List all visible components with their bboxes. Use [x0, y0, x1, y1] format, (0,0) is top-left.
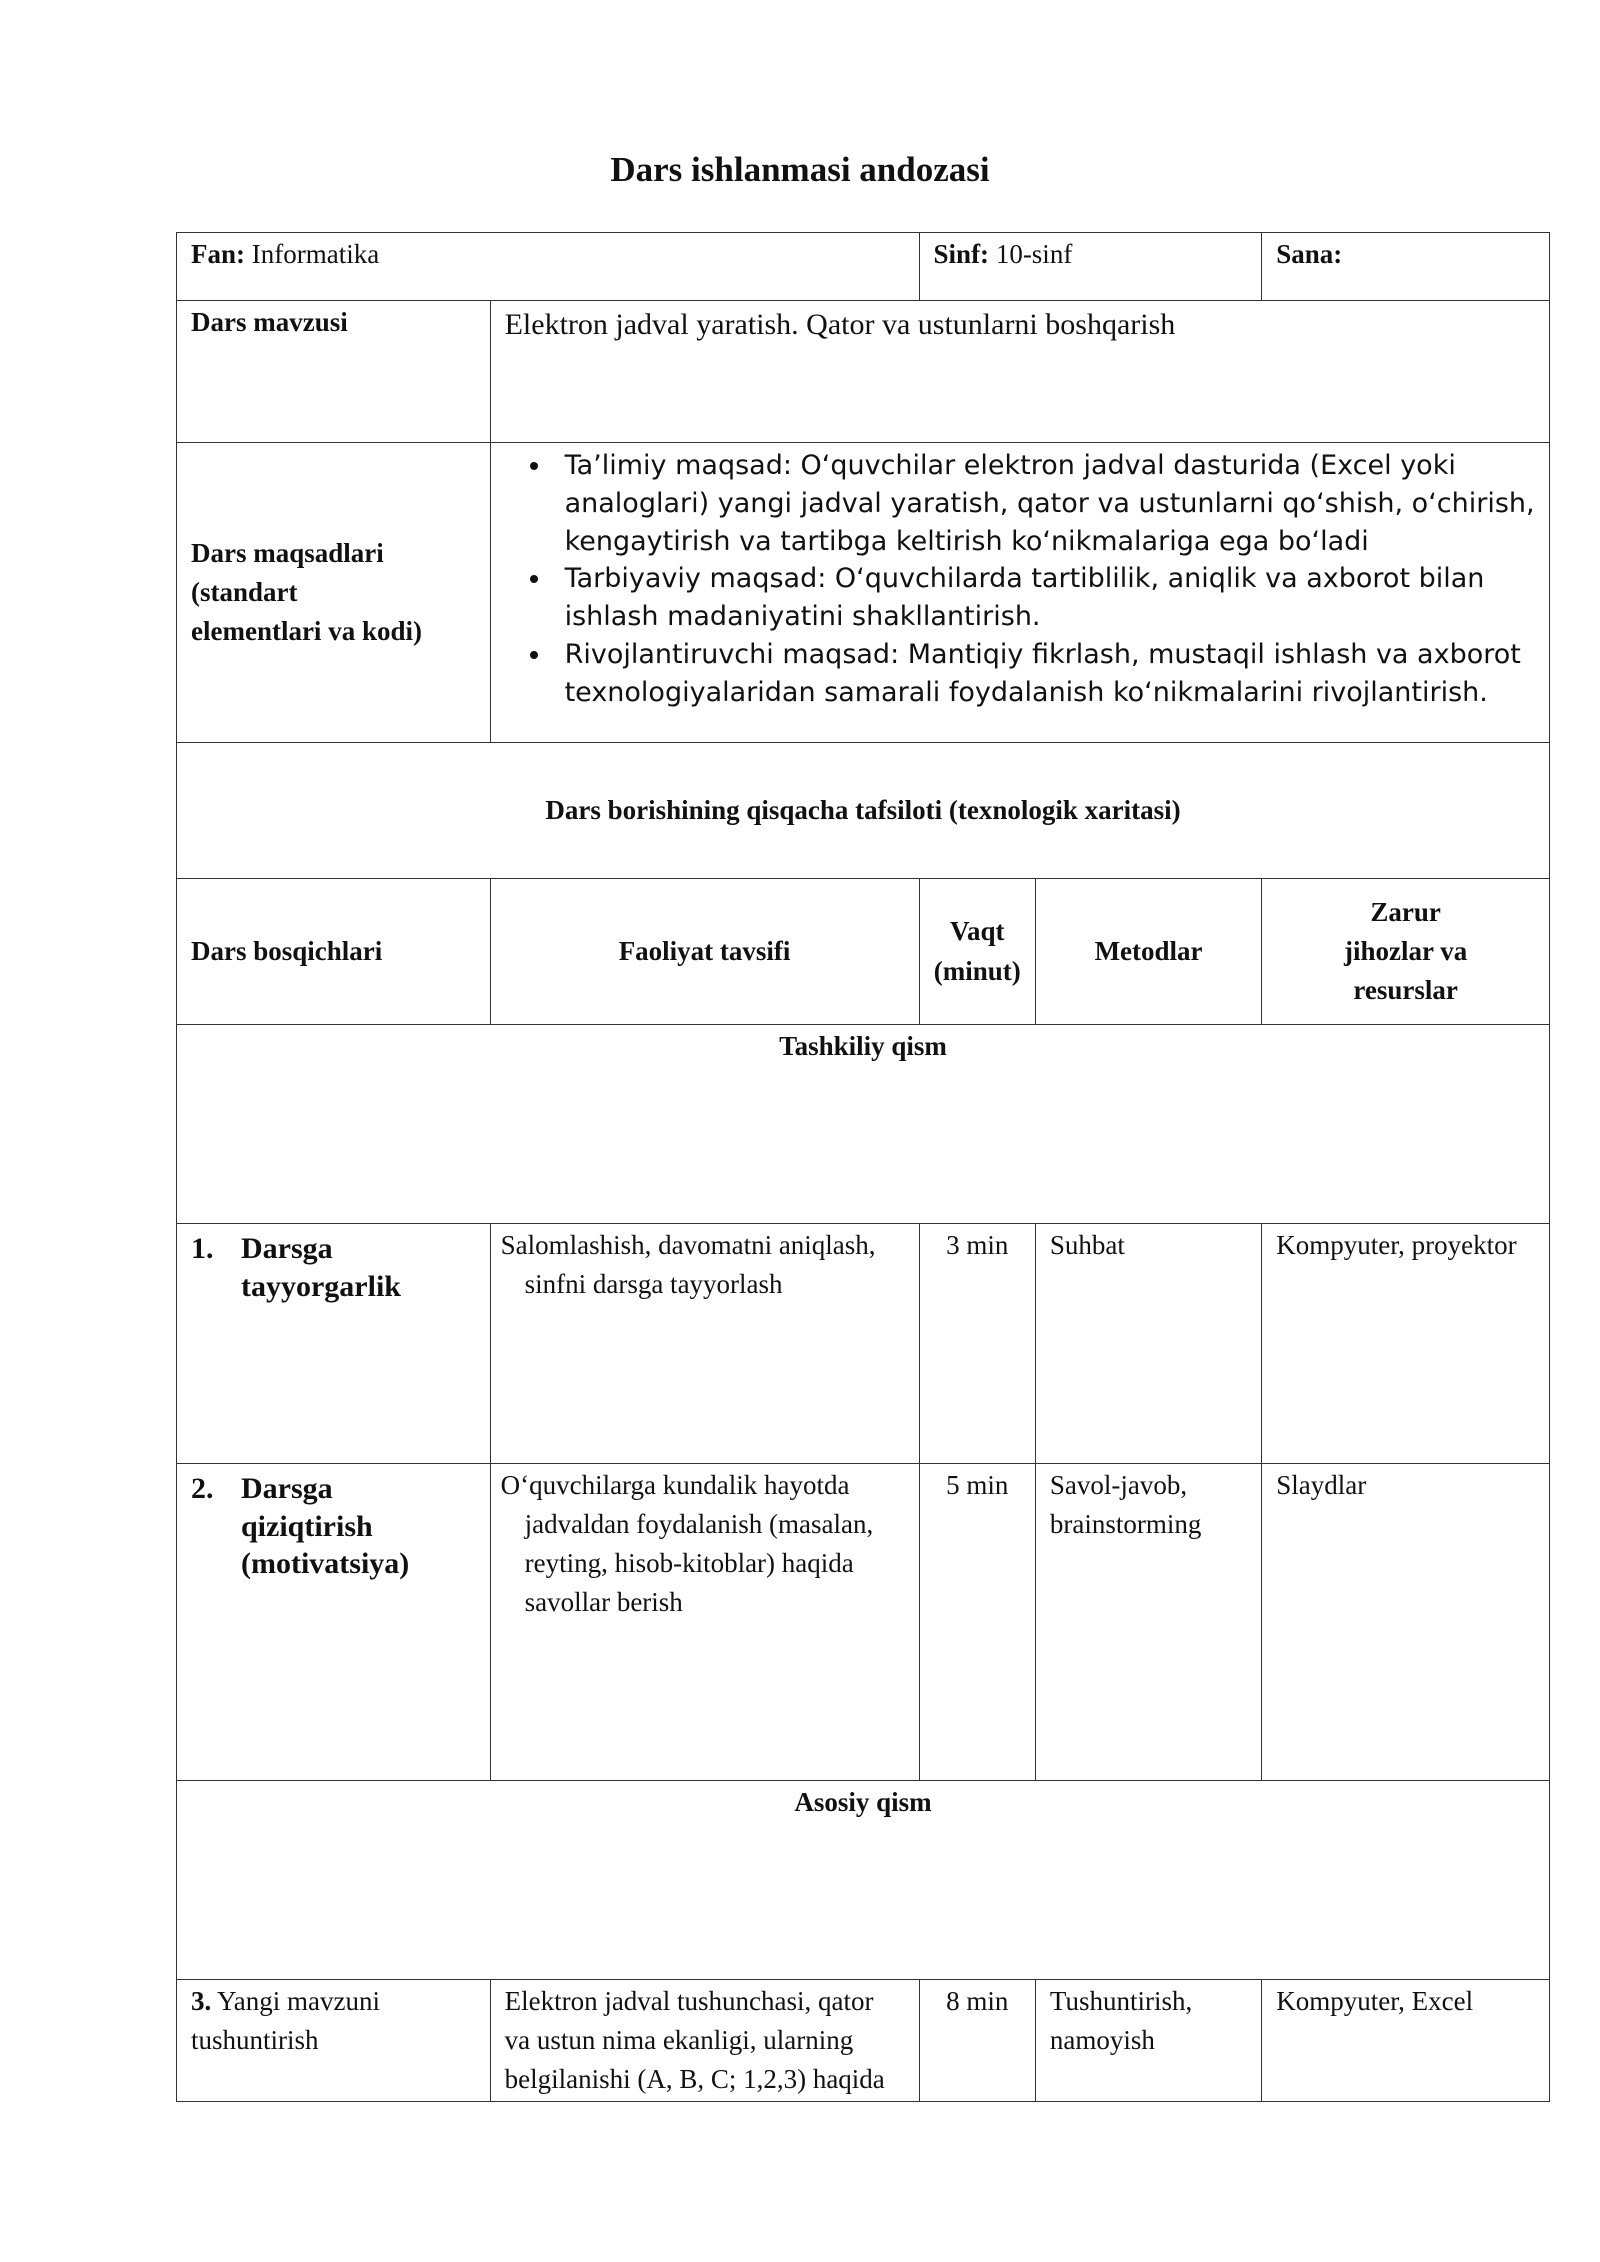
activity-cell: Salomlashish, davomatni aniqlash, sinfni darsga tayyorlash — [490, 1224, 919, 1464]
grade-label: Sinf: — [933, 239, 990, 269]
section-main-heading: Asosiy qism — [177, 1781, 1550, 1980]
stage-cell: 2. Darsga qiziqtirish (motivatsiya) — [177, 1464, 491, 1781]
header-row — [177, 233, 1550, 301]
stage-label: Yangi mavzuni tushuntirish — [191, 1986, 381, 2056]
stage-number: 1. — [191, 1232, 214, 1265]
col-header-time: Vaqt (minut) — [919, 879, 1035, 1025]
stage-cell — [177, 1980, 491, 2102]
stage-cell: 1. Darsga tayyorgarlik — [177, 1224, 491, 1464]
subject-label: Fan: — [191, 239, 245, 269]
resources-cell: Slaydlar — [1262, 1464, 1550, 1781]
subject-value: Informatika — [251, 239, 380, 269]
column-headers-row — [177, 879, 1550, 1025]
time-cell: 8 min — [919, 1980, 1035, 2102]
time-cell: 3 min — [919, 1224, 1035, 1464]
col-header-methods: Metodlar — [1035, 879, 1261, 1025]
table-row — [177, 1980, 1550, 2102]
method-cell: Suhbat — [1035, 1224, 1261, 1464]
stage-number: 2. — [191, 1472, 214, 1505]
document-title: Dars ishlanmasi andozasi — [610, 150, 990, 189]
section-org-row — [177, 1025, 1550, 1224]
goal-item: • Ta’limiy maqsad: O‘quvchilar elektron jadval dasturida (Excel yoki analoglari) yangi jadval yaratish, qator va ustunlarni qo‘shish, o‘chirish, kengaytirish va tartibga keltirish ko‘nikmalariga ega bo‘ladi — [553, 447, 1535, 560]
activity-cell: Elektron jadval tushunchasi, qator va ustun nima ekanligi, ularning belgilanishi (A, B, C; 1,2,3) haqida — [490, 1980, 919, 2102]
col-header-activity: Faoliyat tavsifi — [490, 879, 919, 1025]
table-row — [177, 1224, 1550, 1464]
table-row — [177, 1464, 1550, 1781]
resources-cell: Kompyuter, proyektor — [1262, 1224, 1550, 1464]
grade-cell — [919, 233, 1262, 301]
section-org-heading: Tashkiliy qism — [177, 1025, 1550, 1224]
overview-heading: Dars borishining qisqacha tafsiloti (texnologik xaritasi) — [177, 743, 1550, 879]
resources-cell: Kompyuter, Excel — [1262, 1980, 1550, 2102]
topic-row — [177, 301, 1550, 443]
section-main-row — [177, 1781, 1550, 1980]
topic-label: Dars mavzusi — [177, 301, 491, 443]
subject-cell — [177, 233, 920, 301]
goals-label: Dars maqsadlari (standart elementlari va kodi) — [177, 443, 491, 743]
goals-list-cell — [490, 443, 1549, 743]
grade-value: 10-sinf — [995, 239, 1073, 269]
lesson-plan-table — [176, 232, 1550, 2102]
overview-heading-row — [177, 743, 1550, 879]
goals-list — [505, 447, 1535, 712]
method-cell: Savol-javob, brainstorming — [1035, 1464, 1261, 1781]
time-cell: 5 min — [919, 1464, 1035, 1781]
goals-row — [177, 443, 1550, 743]
goal-item: • Rivojlantiruvchi maqsad: Mantiqiy fikrlash, mustaqil ishlash va axborot texnologiyalaridan samarali foydalanish ko‘nikmalarini rivojlantirish. — [553, 636, 1535, 712]
method-cell: Tushuntirish, namoyish — [1035, 1980, 1261, 2102]
date-label: Sana: — [1276, 239, 1343, 269]
goal-item: • Tarbiyaviy maqsad: O‘quvchilarda tartiblilik, aniqlik va axborot bilan ishlash madaniyatini shakllantirish. — [553, 560, 1535, 636]
col-header-resources: Zarur jihozlar va resurslar — [1262, 879, 1550, 1025]
date-cell — [1262, 233, 1550, 301]
topic-value: Elektron jadval yaratish. Qator va ustunlarni boshqarish — [490, 301, 1549, 443]
col-header-stages: Dars bosqichlari — [177, 879, 491, 1025]
stage-number: 3. — [191, 1986, 212, 2016]
activity-cell: O‘quvchilarga kundalik hayotda jadvaldan foydalanish (masalan, reyting, hisob-kitoblar) haqida savollar berish — [490, 1464, 919, 1781]
